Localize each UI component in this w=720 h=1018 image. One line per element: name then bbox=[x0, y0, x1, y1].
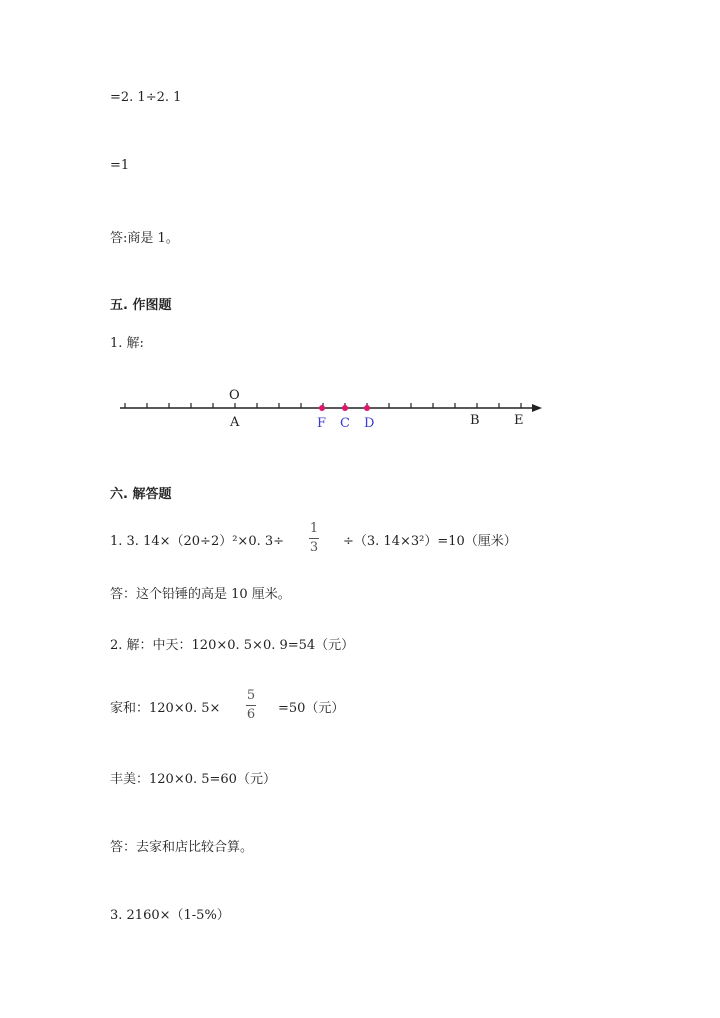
section-heading-5: 五. 作图题 bbox=[110, 298, 172, 313]
fraction-numerator: 1 bbox=[309, 521, 319, 536]
problem-2-line-2a: 家和：120×0. 5× bbox=[110, 701, 221, 716]
problem-2-line-1: 2. 解：中天：120×0. 5×0. 9=54（元） bbox=[110, 638, 355, 653]
point-c bbox=[342, 405, 348, 411]
fraction-denominator: 6 bbox=[246, 707, 256, 722]
fraction-bar bbox=[309, 538, 319, 539]
label-a: A bbox=[230, 415, 240, 430]
label-e: E bbox=[514, 413, 524, 428]
fraction-bar bbox=[246, 705, 256, 706]
fraction-numerator: 5 bbox=[246, 688, 256, 703]
label-b: B bbox=[470, 413, 480, 428]
fraction-denominator: 3 bbox=[309, 540, 319, 555]
label-d: D bbox=[364, 416, 375, 431]
problem-2-line-3: 丰美：120×0. 5=60（元） bbox=[110, 772, 276, 787]
problem-1-part-b: ÷（3. 14×3²）=10（厘米） bbox=[343, 534, 517, 549]
equation-line-1: =2. 1÷2. 1 bbox=[110, 90, 182, 105]
section-heading-6: 六. 解答题 bbox=[110, 487, 172, 502]
number-line-figure bbox=[110, 380, 560, 440]
equation-line-2: =1 bbox=[110, 158, 130, 173]
answer-line-3: 答：去家和店比较合算。 bbox=[110, 840, 254, 855]
point-f bbox=[319, 405, 325, 411]
problem-3-line-1: 3. 2160×（1-5%） bbox=[110, 908, 230, 923]
arrow-head-icon bbox=[532, 404, 542, 412]
label-o: O bbox=[229, 388, 240, 403]
label-c: C bbox=[340, 416, 350, 431]
fraction-five-sixths bbox=[246, 689, 256, 722]
problem-1-part-a: 1. 3. 14×（20÷2）²×0. 3÷ bbox=[110, 534, 285, 549]
label-f: F bbox=[317, 416, 327, 431]
problem-2-line-2b: =50（元） bbox=[278, 701, 345, 716]
fraction-one-third bbox=[309, 522, 319, 555]
answer-line-1: 答:商是 1。 bbox=[110, 231, 179, 246]
point-d bbox=[364, 405, 370, 411]
solution-label-1: 1. 解: bbox=[110, 336, 144, 351]
answer-line-2: 答：这个铅锤的高是 10 厘米。 bbox=[110, 587, 291, 602]
